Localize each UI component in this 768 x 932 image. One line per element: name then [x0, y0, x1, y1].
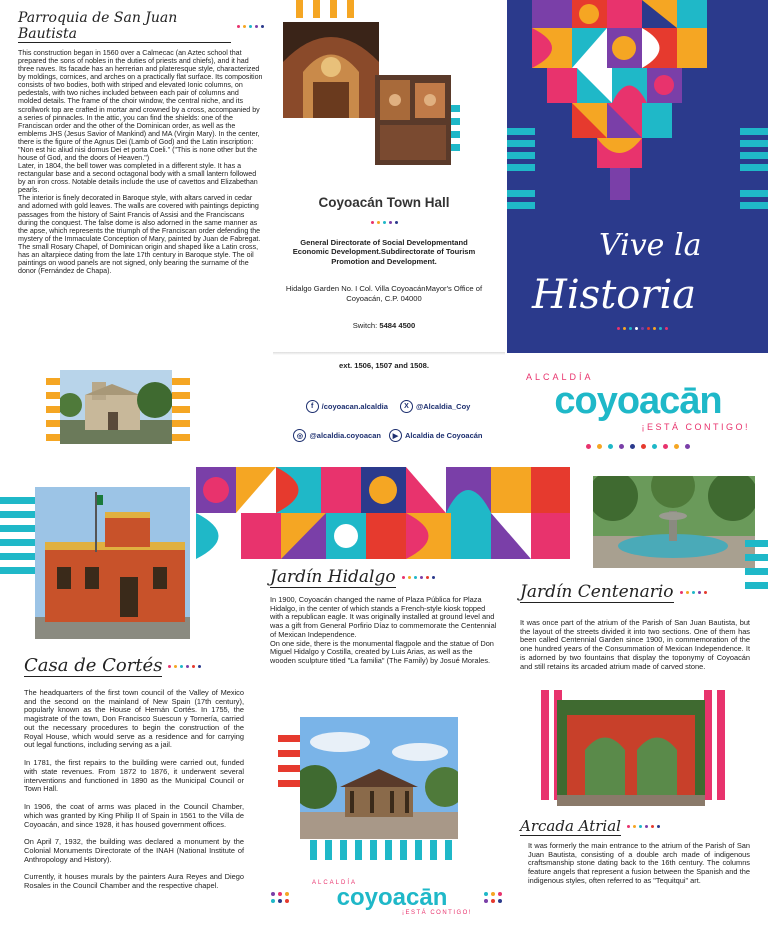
- logo-name: coyoacān: [554, 380, 722, 422]
- hidalgo-kiosk-photo: [300, 717, 458, 839]
- logo-bottom-dots-right: [484, 889, 502, 907]
- townhall-title: Coyoacán Town Hall: [318, 195, 450, 210]
- arcada-text: It was formerly the main entrance to the atrium of the Parish of San Juan Bautista, consisting of a double arch made of indigenous craftsmanship stone dating back to the 16th century. The columns feature angels that represent a fusion between the Spanish and the indigenous styles, often referred to as "Tequitqui" art.: [528, 841, 750, 885]
- centenario-fountain-photo: [593, 476, 755, 568]
- logo-bottom: [298, 880, 486, 916]
- centenario-section: [520, 582, 750, 671]
- parroquia-text: This construction began in 1560 over a Calmecac (an Aztec school that prepared the sons of nobles in the duties of priests and chiefs), and it had three naves. Its facade has an herrerian and plateresque style, characterized by moldings, cornices, and arches on a practically flat surface. Its composition consists of two bodies, both with striped and elevated Ionic columns, on pedestals, with two niches included between each pair of columns and molded details. The frame of the choir window, the central niche, and its scrollwork top are crafted in mortar and crowned by a cross, accompanied by a series of pinnacles. In the attic, you can find the shields: one of the Franciscan order and the other of the Dominican order, as well as the emblems JHS (Jesus Savior of Mankind) and MA (Virgin Mary). In the center, there is the figure of the Agnus Dei (Lamb of God) and the Latin inscription: "Non est hic aliud nisi domus Dei et porta Coeli." ("This is none other but the house of God, and the doors of Heaven.") Later, in 1804, the bell tower was completed in a different style. It has a rectangular base and a second octagonal body with a small lantern followed by an iron cross. Notable details include the use of cavettos and Elizabethan pearls. The interior is finely decorated in Baroque style, with altars carved in cedar and adorned with gold leaves. The walls are covered with paintings depicting passages from the history of Saint Francis of Assisi and the Franciscans during the conquest. The false dome is also adorned in the same manner as the apse, which represents the triumph of the Franciscan order defending the mystery of the Immaculate Conception of Mary, painted by Juan de Fabregat. The small Rosary Chapel, of Dominican origin and shaped like a Latin cross, has an altarpiece dating from the late 17th century in Baroque style. The oil paintings on wood panels are not signed, only bearing the surname of the donor (Fernández de Chapa).: [18, 49, 263, 276]
- cover-line2: Historia: [532, 272, 697, 318]
- cover-panel: [507, 0, 768, 353]
- hidalgo-heading: Jardín Hidalgo: [270, 567, 396, 587]
- instagram-icon: ◎: [293, 429, 306, 442]
- casa-text-4: On April 7, 1932, the building was declared a monument by the Colonial Monuments Directorate of the INAH (National Institute of Anthropology and History).: [24, 837, 244, 864]
- switch-label: Switch:: [352, 321, 378, 331]
- social-links: [288, 400, 488, 442]
- casa-text-5: Currently, it houses murals by the painters Aura Reyes and Diego Rosales in the Council Chamber and the respective chapel.: [24, 872, 244, 891]
- townhall-ext: ext. 1506, 1507 and 1508.: [339, 361, 429, 370]
- youtube-icon: ▶: [389, 429, 402, 442]
- logo-bottom-alcaldia: ALCALDÍA: [312, 880, 358, 886]
- facebook-link[interactable]: f /coyoacan.alcaldia: [306, 400, 388, 413]
- casa-text-3: In 1906, the coat of arms was placed in the Council Chamber, which was granted by King Philip II of Spain in 1561 to the Villa de Coyoacán, and since 1928, it has housed government offices.: [24, 802, 244, 829]
- cover-line1: Vive la: [599, 228, 702, 263]
- hidalgo-dots: [402, 576, 435, 579]
- instagram-link[interactable]: ◎ @alcaldia.coyoacan: [293, 429, 381, 442]
- logo-bottom-tagline: ¡ESTÁ CONTIGO!: [401, 910, 472, 916]
- arcada-heading: Arcada Atrial: [520, 817, 621, 835]
- hidalgo-section: [270, 567, 498, 666]
- logo-bottom-name: coyoacān: [336, 884, 448, 911]
- arcada-dots: [627, 825, 660, 828]
- centenario-dots: [680, 591, 707, 594]
- centenario-text: It was once part of the atrium of the Parish of San Juan Bautista, but the layout of the streets divided it into two sections. One of them has been called Centennial Garden since 1900, in commemoration of the one hundred years of the Consummation of Mexican Independence. It is adorned by two fountains that display the toponymy of Coyoacán and still retains its arcaded atrium made of carved stone.: [520, 618, 750, 671]
- townhall-directorate: General Directorate of Social Developmentand Economic Development.Subdirectorate of Tourism Promotion and Development.: [292, 238, 476, 266]
- parroquia-photo: [60, 370, 172, 444]
- logo-bottom-dots-left: [271, 889, 289, 907]
- cover-pattern: [532, 0, 707, 200]
- parroquia-heading: Parroquia de San Juan Bautista: [18, 10, 231, 43]
- casa-dots: [168, 665, 201, 668]
- townhall-address: Hidalgo Garden No. I Col. Villa CoyoacánMayor's Office of Coyoacán, C.P. 04000: [285, 284, 483, 303]
- parroquia-title: [18, 10, 264, 43]
- casa-text-1: The headquarters of the first town council of the Valley of Mexico and the second on the mainland of New Spain (17th century), popularly known as the House of Hernán Cortés. In 1755, the magistrate of the town, Don Francisco Suescun y Tornería, carried out the necessary procedures to begin the construction of the Royal House, which would serve as a residence and for carrying out legal functions, including serving as a jail.: [24, 688, 244, 750]
- casa-text-2: In 1781, the first repairs to the building were carried out, funded with state revenues. From 1872 to 1876, it underwent several interventions and functioned in 1890 as the Municipal Council or Town Hall.: [24, 758, 244, 794]
- x-link[interactable]: X @Alcaldia_Coy: [400, 400, 470, 413]
- arcada-section: [520, 817, 750, 886]
- logo-main: [518, 372, 758, 450]
- facebook-icon: f: [306, 400, 319, 413]
- youtube-link[interactable]: ▶ Alcaldia de Coyoacán: [389, 429, 483, 442]
- switch-number: 5484 4500: [379, 321, 416, 331]
- bottom-pattern: [196, 467, 570, 559]
- casa-cortes-photo: [35, 487, 190, 639]
- logo-dots: [586, 444, 690, 449]
- hidalgo-text: In 1900, Coyoacán changed the name of Plaza Pública for Plaza Hidalgo, in the center of which stands a French-style kiosk topped with a republican eagle. It was originally installed at ground level and was a gift from General Porfirio Díaz to commemorate the Centennial of Mexican Independence. On one side, there is the monumental flagpole and the statue of Don Miguel Hidalgo y Costilla, created by Luis Arias, as well as the wooden sculpture titled "La familia" (The Family) by Josué Morales.: [270, 595, 497, 666]
- logo-alcaldia: ALCALDÍA: [526, 372, 594, 382]
- logo-tagline: ¡ESTÁ CONTIGO!: [641, 422, 750, 432]
- x-icon: X: [400, 400, 413, 413]
- townhall-dots: [371, 221, 398, 224]
- parroquia-section: [18, 10, 264, 275]
- mural-photo: [375, 75, 451, 165]
- centenario-heading: Jardín Centenario: [520, 582, 674, 602]
- title-dots: [237, 25, 264, 28]
- townhall-switch: [278, 321, 490, 330]
- townhall-block: [278, 195, 490, 330]
- arcada-photo: [557, 700, 705, 806]
- casa-heading: Casa de Cortés: [24, 655, 163, 676]
- townhall-divider: [273, 352, 505, 355]
- casa-section: [24, 655, 244, 891]
- cover-dots: [617, 327, 668, 330]
- church-interior-photo: [283, 22, 379, 118]
